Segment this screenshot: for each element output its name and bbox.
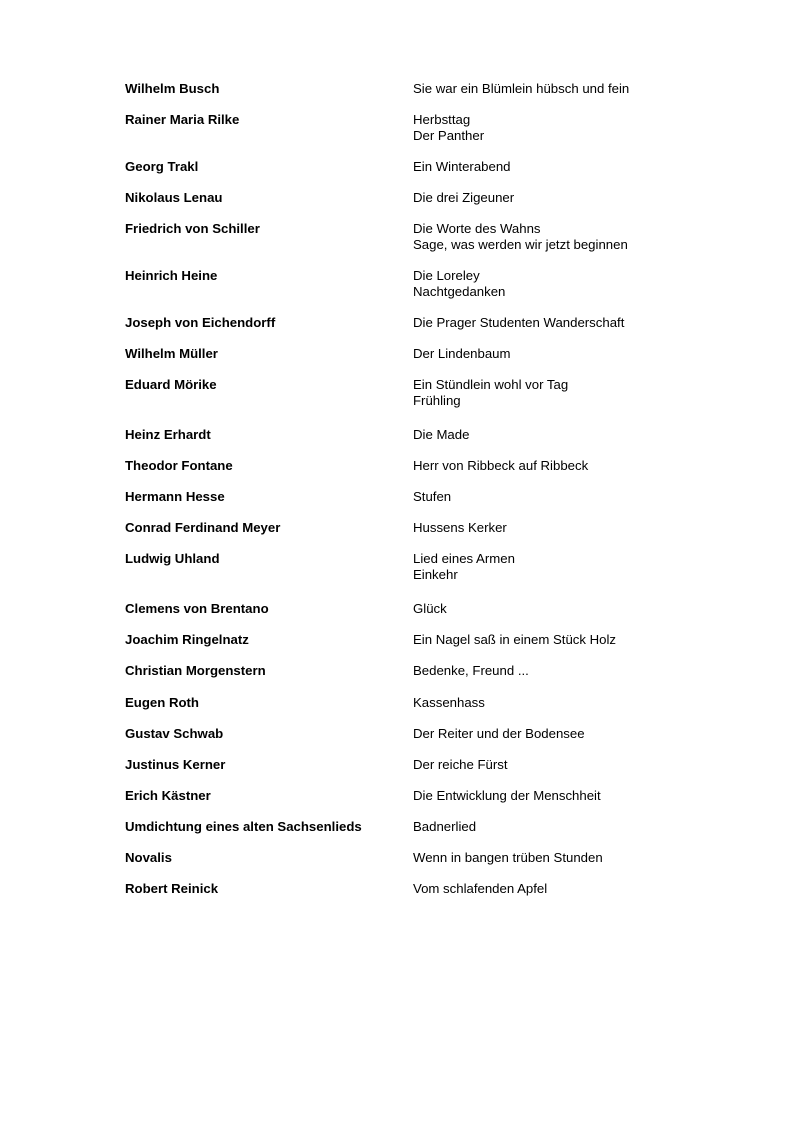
- author-name: Wilhelm Müller: [125, 346, 218, 361]
- poem-titles: [413, 190, 514, 206]
- poem-title: Der Lindenbaum: [413, 346, 511, 361]
- poem-title: Einkehr: [413, 567, 458, 582]
- author-name: Wilhelm Busch: [125, 81, 220, 96]
- poem-titles: [413, 788, 601, 804]
- author-name: Robert Reinick: [125, 881, 219, 896]
- poem-title: Badnerlied: [413, 819, 477, 834]
- poem-titles: [413, 726, 585, 742]
- poem-title: Der Reiter und der Bodensee: [413, 726, 585, 741]
- poem-titles: [413, 632, 616, 648]
- author-name: Conrad Ferdinand Meyer: [125, 520, 281, 535]
- poem-title: Stufen: [413, 489, 452, 504]
- author-name: Heinz Erhardt: [125, 427, 211, 442]
- author-name: Umdichtung eines alten Sachsenlieds: [125, 819, 362, 834]
- author-name: Gustav Schwab: [125, 726, 224, 741]
- author-name: Rainer Maria Rilke: [125, 112, 240, 127]
- poem-titles: [413, 159, 511, 175]
- author-name: Theodor Fontane: [125, 458, 233, 473]
- poem-title: Die Made: [413, 427, 470, 442]
- poem-title: Frühling: [413, 393, 461, 408]
- author-name: Eduard Mörike: [125, 377, 217, 392]
- poem-title: Kassenhass: [413, 695, 485, 710]
- poem-title: Herbsttag: [413, 112, 471, 127]
- poem-title: Die Prager Studenten Wanderschaft: [413, 315, 625, 330]
- poem-title: Sage, was werden wir jetzt beginnen: [413, 237, 628, 252]
- author-name: Hermann Hesse: [125, 489, 225, 504]
- author-name: Ludwig Uhland: [125, 551, 220, 566]
- poem-title: Die Loreley: [413, 268, 480, 283]
- poem-titles: [413, 81, 629, 97]
- author-name: Erich Kästner: [125, 788, 211, 803]
- poem-title: Hussens Kerker: [413, 520, 507, 535]
- poem-titles: [413, 346, 511, 362]
- poem-titles: [413, 489, 451, 505]
- author-name: Clemens von Brentano: [125, 601, 269, 616]
- poem-title: Herr von Ribbeck auf Ribbeck: [413, 458, 589, 473]
- poem-titles: [413, 112, 484, 144]
- poem-title: Ein Nagel saß in einem Stück Holz: [413, 632, 617, 647]
- author-name: Heinrich Heine: [125, 268, 218, 283]
- poem-titles: [413, 268, 505, 300]
- poem-titles: [413, 315, 624, 331]
- author-name: Georg Trakl: [125, 159, 199, 174]
- author-name: Joseph von Eichendorff: [125, 315, 276, 330]
- poem-titles: [413, 601, 447, 617]
- poem-title: Ein Winterabend: [413, 159, 511, 174]
- poem-title: Der Panther: [413, 128, 485, 143]
- poem-title: Lied eines Armen: [413, 551, 515, 566]
- poem-titles: [413, 520, 507, 536]
- author-name: Eugen Roth: [125, 695, 199, 710]
- poem-title: Bedenke, Freund ...: [413, 663, 529, 678]
- poem-title: Der reiche Fürst: [413, 757, 508, 772]
- poem-titles: [413, 221, 628, 253]
- author-name: Friedrich von Schiller: [125, 221, 260, 236]
- poem-titles: [413, 695, 485, 711]
- poem-titles: [413, 663, 529, 679]
- poem-title: Die Entwicklung der Menschheit: [413, 788, 601, 803]
- poem-title: Vom schlafenden Apfel: [413, 881, 548, 896]
- poem-title: Sie war ein Blümlein hübsch und fein: [413, 81, 630, 96]
- poem-title: Die drei Zigeuner: [413, 190, 515, 205]
- poem-titles: [413, 881, 547, 897]
- poem-title: Ein Stündlein wohl vor Tag: [413, 377, 569, 392]
- author-name: Joachim Ringelnatz: [125, 632, 249, 647]
- poem-titles: [413, 458, 588, 474]
- poem-title: Glück: [413, 601, 447, 616]
- poem-title: Wenn in bangen trüben Stunden: [413, 850, 603, 865]
- poem-titles: [413, 427, 469, 443]
- author-name: Christian Morgenstern: [125, 663, 266, 678]
- poem-title: Nachtgedanken: [413, 284, 506, 299]
- author-name: Nikolaus Lenau: [125, 190, 223, 205]
- author-name: Novalis: [125, 850, 172, 865]
- poem-titles: [413, 377, 568, 409]
- poem-title: Die Worte des Wahns: [413, 221, 541, 236]
- author-name: Justinus Kerner: [125, 757, 226, 772]
- poem-titles: [413, 757, 508, 773]
- poem-titles: [413, 819, 476, 835]
- poem-titles: [413, 850, 603, 866]
- poem-titles: [413, 551, 515, 583]
